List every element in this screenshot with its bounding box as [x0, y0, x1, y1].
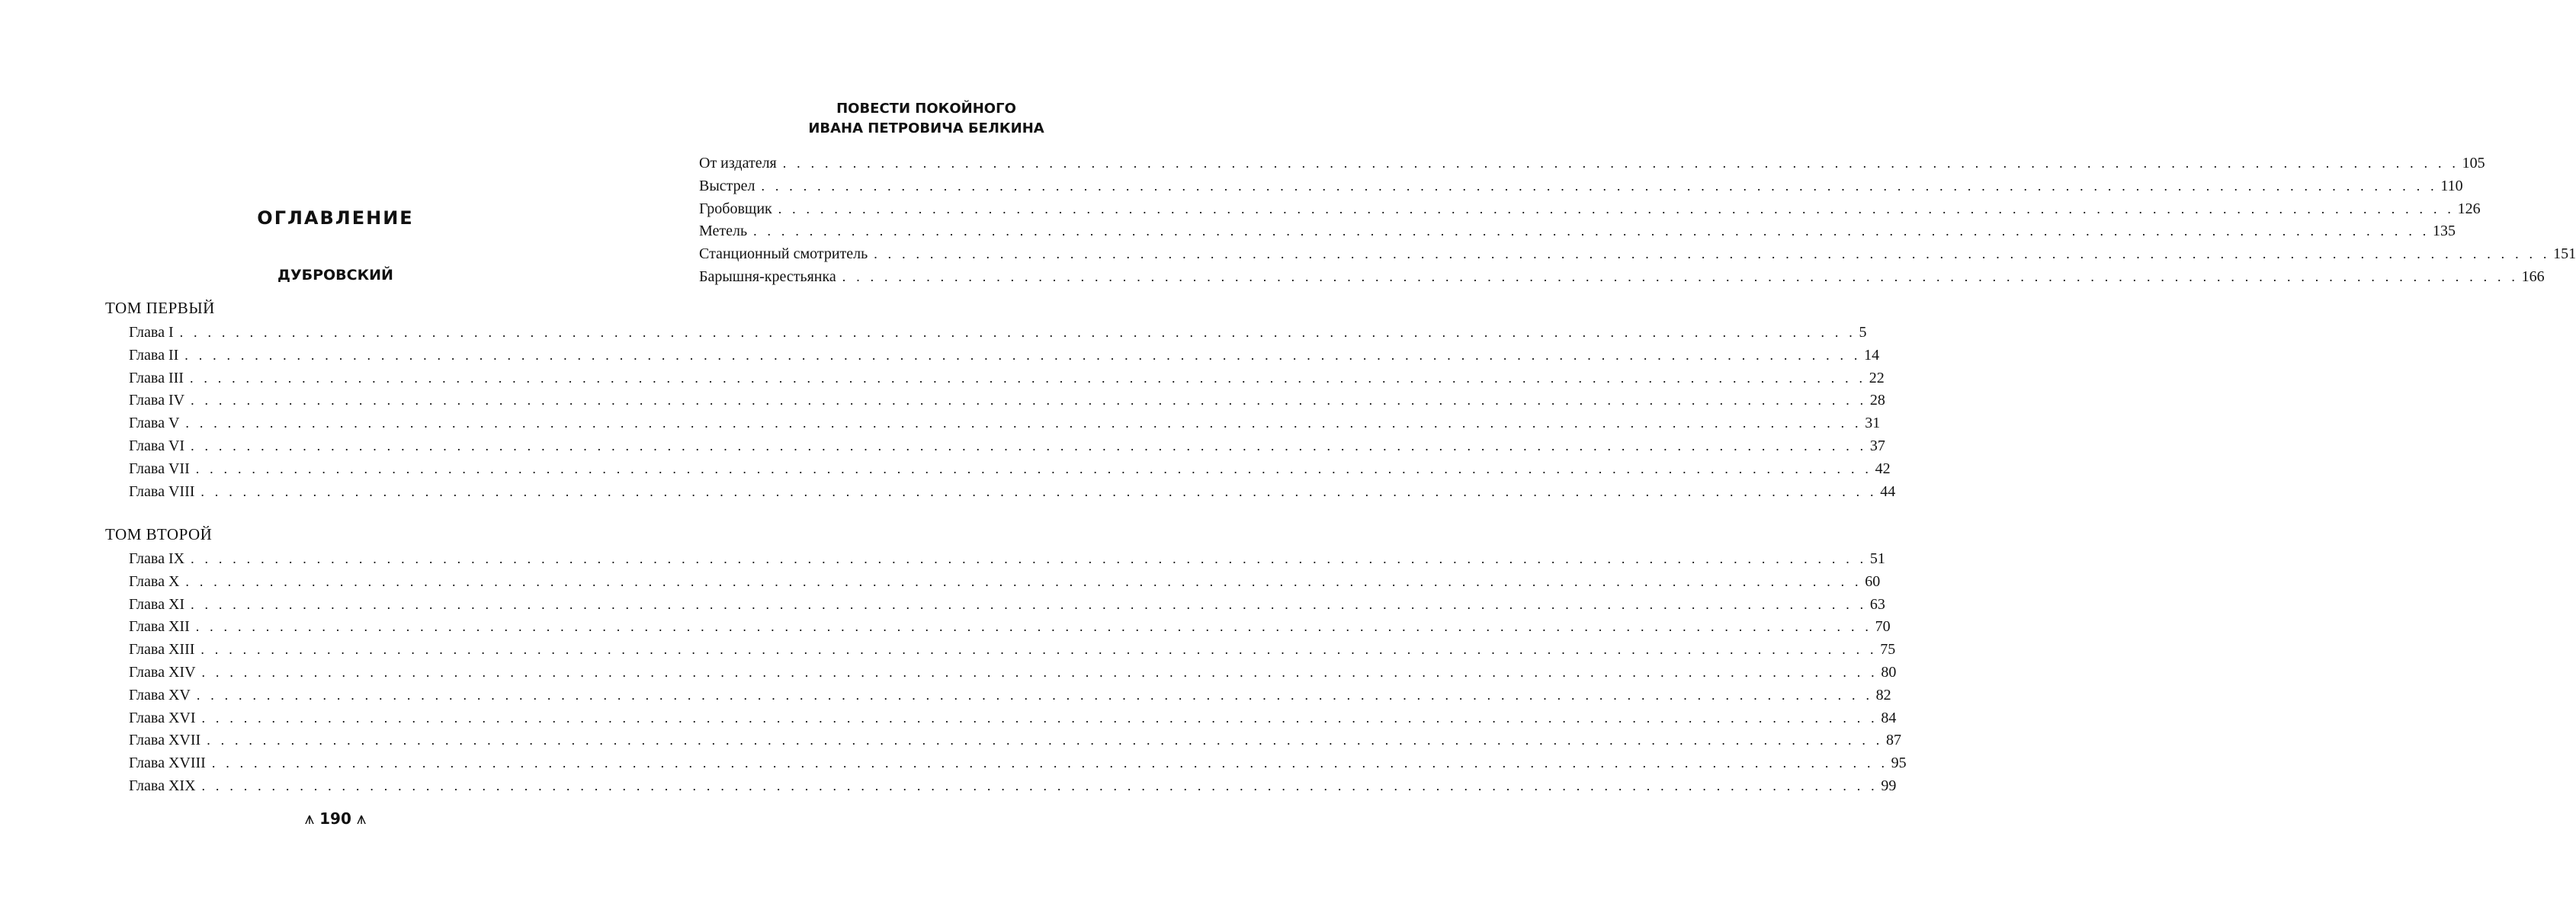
- toc-entry-label: Глава VI: [129, 437, 185, 454]
- toc-entry-page: 166: [2521, 268, 2545, 285]
- toc-entry-page: 28: [1869, 392, 1885, 409]
- toc-entry-page: 14: [1864, 346, 1880, 364]
- toc-entry-label: Глава VII: [129, 460, 190, 477]
- toc-entry[interactable]: [129, 616, 1891, 639]
- page-number-folio: [0, 809, 671, 828]
- toc-entry-label: Глава XVIII: [129, 755, 206, 772]
- toc-entry-page: 82: [1875, 686, 1891, 703]
- toc-entry-page: 151: [2553, 245, 2576, 263]
- toc-entry-page: 51: [1869, 550, 1885, 567]
- work-title-dubrovsky: ДУБРОВСКИЙ: [277, 267, 393, 284]
- toc-entry[interactable]: [129, 707, 1897, 730]
- toc-entry[interactable]: [129, 662, 1897, 684]
- toc-entry-page: 44: [1880, 482, 1896, 500]
- toc-entry-label: Глава IX: [129, 550, 185, 567]
- toc-dot-leader: . . . . . . . . . . . . . . . . . . . . . . . . . . . . . . . . . . . . . . . . . . . . . . . . . . . . . . . . . . . . . . . . . . . . . . . . . . . . . . . . . . . . . . . . . . . . . . . . . . . . . . . . . . . . . . . . . . . . . . . .: [200, 642, 1878, 658]
- toc-entry[interactable]: [129, 412, 1881, 435]
- toc-entry[interactable]: [129, 389, 1885, 412]
- toc-entry-page: 95: [1891, 755, 1907, 772]
- toc-dot-leader: . . . . . . . . . . . . . . . . . . . . . . . . . . . . . . . . . . . . . . . . . . . . . . . . . . . . . . . . . . . . . . . . . . . . . . . . . . . . . . . . . . . . . . . . . . . . . . . . . . . . . . . . . . . . . . . . . . . . . . . .: [211, 755, 1888, 771]
- toc-entry-label: Глава VIII: [129, 482, 195, 500]
- toc-dot-leader: . . . . . . . . . . . . . . . . . . . . . . . . . . . . . . . . . . . . . . . . . . . . . . . . . . . . . . . . . . . . . . . . . . . . . . . . . . . . . . . . . . . . . . . . . . . . . . . . . . . . . . . . . . . . . . . . . . . . . . . .: [191, 596, 1867, 612]
- toc-entry[interactable]: [129, 571, 1881, 594]
- toc-entry-page: 135: [2432, 223, 2456, 240]
- toc-entry[interactable]: [699, 152, 2485, 175]
- belkin-tales-title: [629, 99, 1224, 139]
- volume-one-toc: [129, 322, 1896, 503]
- toc-entry-page: 22: [1869, 369, 1885, 386]
- toc-entry[interactable]: [699, 198, 2481, 221]
- toc-dot-leader: . . . . . . . . . . . . . . . . . . . . . . . . . . . . . . . . . . . . . . . . . . . . . . . . . . . . . . . . . . . . . . . . . . . . . . . . . . . . . . . . . . . . . . . . . . . . . . . . . . . . . . . . . . . . . . . . . . . . . . . .: [184, 347, 1862, 363]
- toc-entry[interactable]: [699, 266, 2545, 289]
- toc-entry-label: Глава XV: [129, 686, 191, 703]
- toc-entry-page: 60: [1865, 572, 1881, 590]
- toc-entry[interactable]: [129, 594, 1885, 617]
- toc-dot-leader: . . . . . . . . . . . . . . . . . . . . . . . . . . . . . . . . . . . . . . . . . . . . . . . . . . . . . . . . . . . . . . . . . . . . . . . . . . . . . . . . . . . . . . . . . . . . . . . . . . . . . . . . . . . . . . . . . . . . . . . .: [201, 777, 1878, 793]
- toc-entry-page: 42: [1875, 460, 1891, 477]
- contents-heading: ОГЛАВЛЕНИЕ: [257, 207, 414, 229]
- toc-dot-leader: . . . . . . . . . . . . . . . . . . . . . . . . . . . . . . . . . . . . . . . . . . . . . . . . . . . . . . . . . . . . . . . . . . . . . . . . . . . . . . . . . . . . . . . . . . . . . . . . . . . . . . . . . . . . . . . . . . . . . . . .: [185, 415, 1862, 431]
- toc-entry-label: Гробовщик: [699, 200, 772, 217]
- belkin-title-line1: ПОВЕСТИ ПОКОЙНОГО: [836, 101, 1016, 117]
- toc-entry-page: 75: [1880, 641, 1896, 659]
- toc-entry-label: Глава IV: [129, 392, 185, 409]
- ornament-left-icon: ⩚: [304, 809, 315, 828]
- toc-entry-page: 126: [2457, 200, 2481, 217]
- toc-dot-leader: . . . . . . . . . . . . . . . . . . . . . . . . . . . . . . . . . . . . . . . . . . . . . . . . . . . . . . . . . . . . . . . . . . . . . . . . . . . . . . . . . . . . . . . . . . . . . . . . . . . . . . . . . . . . . . . . . . . . . . . .: [842, 268, 2519, 284]
- toc-entry-label: Глава I: [129, 324, 174, 341]
- toc-entry-page: 110: [2440, 177, 2463, 194]
- toc-dot-leader: . . . . . . . . . . . . . . . . . . . . . . . . . . . . . . . . . . . . . . . . . . . . . . . . . . . . . . . . . . . . . . . . . . . . . . . . . . . . . . . . . . . . . . . . . . . . . . . . . . . . . . . . . . . . . . . . . . . . . . . .: [782, 155, 2459, 171]
- toc-entry-label: Метель: [699, 223, 748, 240]
- belkin-title-line2: ИВАНА ПЕТРОВИЧА БЕЛКИНА: [808, 120, 1044, 136]
- toc-entry[interactable]: [129, 752, 1907, 775]
- page-number: 190: [319, 809, 351, 828]
- toc-dot-leader: . . . . . . . . . . . . . . . . . . . . . . . . . . . . . . . . . . . . . . . . . . . . . . . . . . . . . . . . . . . . . . . . . . . . . . . . . . . . . . . . . . . . . . . . . . . . . . . . . . . . . . . . . . . . . . . . . . . . . . . .: [191, 393, 1867, 409]
- toc-entry-page: 70: [1875, 618, 1891, 636]
- toc-dot-leader: . . . . . . . . . . . . . . . . . . . . . . . . . . . . . . . . . . . . . . . . . . . . . . . . . . . . . . . . . . . . . . . . . . . . . . . . . . . . . . . . . . . . . . . . . . . . . . . . . . . . . . . . . . . . . . . . . . . . . . . .: [195, 460, 1872, 476]
- toc-dot-leader: . . . . . . . . . . . . . . . . . . . . . . . . . . . . . . . . . . . . . . . . . . . . . . . . . . . . . . . . . . . . . . . . . . . . . . . . . . . . . . . . . . . . . . . . . . . . . . . . . . . . . . . . . . . . . . . . . . . . . . . .: [191, 437, 1867, 453]
- toc-entry[interactable]: [129, 345, 1880, 367]
- toc-entry-label: Глава XVII: [129, 732, 201, 749]
- toc-entry[interactable]: [699, 243, 2576, 266]
- ornament-right-icon: ⩚: [356, 809, 367, 828]
- toc-entry-page: 31: [1865, 415, 1881, 432]
- toc-dot-leader: . . . . . . . . . . . . . . . . . . . . . . . . . . . . . . . . . . . . . . . . . . . . . . . . . . . . . . . . . . . . . . . . . . . . . . . . . . . . . . . . . . . . . . . . . . . . . . . . . . . . . . . . . . . . . . . . . . . . . . . .: [201, 664, 1878, 680]
- toc-entry-label: Глава XI: [129, 595, 185, 613]
- toc-entry-label: Глава XIII: [129, 641, 195, 659]
- toc-entry-label: Глава V: [129, 415, 180, 432]
- toc-dot-leader: . . . . . . . . . . . . . . . . . . . . . . . . . . . . . . . . . . . . . . . . . . . . . . . . . . . . . . . . . . . . . . . . . . . . . . . . . . . . . . . . . . . . . . . . . . . . . . . . . . . . . . . . . . . . . . . . . . . . . . . .: [201, 710, 1878, 726]
- toc-entry[interactable]: [699, 175, 2463, 198]
- toc-entry-label: Глава XVI: [129, 709, 196, 726]
- toc-entry-label: Глава XIX: [129, 777, 196, 794]
- toc-entry-label: От издателя: [699, 155, 777, 171]
- toc-entry-page: 80: [1881, 663, 1897, 681]
- toc-entry[interactable]: [129, 481, 1896, 504]
- toc-entry-page: 87: [1886, 732, 1901, 749]
- toc-dot-leader: . . . . . . . . . . . . . . . . . . . . . . . . . . . . . . . . . . . . . . . . . . . . . . . . . . . . . . . . . . . . . . . . . . . . . . . . . . . . . . . . . . . . . . . . . . . . . . . . . . . . . . . . . . . . . . . . . . . . . . . .: [200, 483, 1878, 499]
- toc-dot-leader: . . . . . . . . . . . . . . . . . . . . . . . . . . . . . . . . . . . . . . . . . . . . . . . . . . . . . . . . . . . . . . . . . . . . . . . . . . . . . . . . . . . . . . . . . . . . . . . . . . . . . . . . . . . . . . . . . . . . . . . .: [778, 200, 2455, 216]
- toc-dot-leader: . . . . . . . . . . . . . . . . . . . . . . . . . . . . . . . . . . . . . . . . . . . . . . . . . . . . . . . . . . . . . . . . . . . . . . . . . . . . . . . . . . . . . . . . . . . . . . . . . . . . . . . . . . . . . . . . . . . . . . . .: [191, 551, 1867, 566]
- toc-dot-leader: . . . . . . . . . . . . . . . . . . . . . . . . . . . . . . . . . . . . . . . . . . . . . . . . . . . . . . . . . . . . . . . . . . . . . . . . . . . . . . . . . . . . . . . . . . . . . . . . . . . . . . . . . . . . . . . . . . . . . . . .: [874, 246, 2551, 262]
- toc-dot-leader: . . . . . . . . . . . . . . . . . . . . . . . . . . . . . . . . . . . . . . . . . . . . . . . . . . . . . . . . . . . . . . . . . . . . . . . . . . . . . . . . . . . . . . . . . . . . . . . . . . . . . . . . . . . . . . . . . . . . . . . .: [753, 223, 2430, 239]
- toc-dot-leader: . . . . . . . . . . . . . . . . . . . . . . . . . . . . . . . . . . . . . . . . . . . . . . . . . . . . . . . . . . . . . . . . . . . . . . . . . . . . . . . . . . . . . . . . . . . . . . . . . . . . . . . . . . . . . . . . . . . . . . . .: [179, 325, 1856, 340]
- toc-entry-label: Глава XII: [129, 618, 190, 636]
- toc-dot-leader: . . . . . . . . . . . . . . . . . . . . . . . . . . . . . . . . . . . . . . . . . . . . . . . . . . . . . . . . . . . . . . . . . . . . . . . . . . . . . . . . . . . . . . . . . . . . . . . . . . . . . . . . . . . . . . . . . . . . . . . .: [195, 619, 1872, 635]
- toc-entry-label: Глава II: [129, 346, 179, 364]
- toc-entry[interactable]: [699, 220, 2456, 243]
- toc-entry[interactable]: [129, 729, 1901, 752]
- toc-entry-page: 84: [1881, 709, 1897, 726]
- toc-entry-label: Барышня-крестьянка: [699, 268, 836, 285]
- toc-entry-label: Глава X: [129, 572, 180, 590]
- toc-entry[interactable]: [129, 639, 1896, 662]
- toc-entry[interactable]: [129, 458, 1891, 481]
- toc-entry[interactable]: [129, 548, 1885, 571]
- toc-entry[interactable]: [129, 435, 1885, 458]
- toc-entry[interactable]: [129, 775, 1897, 798]
- toc-entry-label: Выстрел: [699, 177, 755, 194]
- toc-entry[interactable]: [129, 684, 1891, 707]
- toc-entry[interactable]: [129, 367, 1885, 390]
- toc-entry-page: 105: [2462, 155, 2485, 171]
- toc-dot-leader: . . . . . . . . . . . . . . . . . . . . . . . . . . . . . . . . . . . . . . . . . . . . . . . . . . . . . . . . . . . . . . . . . . . . . . . . . . . . . . . . . . . . . . . . . . . . . . . . . . . . . . . . . . . . . . . . . . . . . . . .: [189, 370, 1866, 386]
- toc-entry-page: 37: [1869, 437, 1885, 454]
- toc-entry-label: Станционный смотритель: [699, 245, 868, 263]
- toc-entry-label: Глава XIV: [129, 663, 196, 681]
- volume-two-title: ТОМ ВТОРОЙ: [105, 525, 213, 543]
- toc-entry[interactable]: [129, 322, 1867, 345]
- toc-dot-leader: . . . . . . . . . . . . . . . . . . . . . . . . . . . . . . . . . . . . . . . . . . . . . . . . . . . . . . . . . . . . . . . . . . . . . . . . . . . . . . . . . . . . . . . . . . . . . . . . . . . . . . . . . . . . . . . . . . . . . . . .: [196, 687, 1873, 703]
- toc-entry-page: 5: [1859, 324, 1867, 341]
- belkin-tales-toc: [699, 152, 2576, 289]
- toc-entry-label: Глава III: [129, 369, 184, 386]
- volume-one-title: ТОМ ПЕРВЫЙ: [105, 299, 215, 317]
- toc-dot-leader: . . . . . . . . . . . . . . . . . . . . . . . . . . . . . . . . . . . . . . . . . . . . . . . . . . . . . . . . . . . . . . . . . . . . . . . . . . . . . . . . . . . . . . . . . . . . . . . . . . . . . . . . . . . . . . . . . . . . . . . .: [185, 573, 1862, 589]
- toc-dot-leader: . . . . . . . . . . . . . . . . . . . . . . . . . . . . . . . . . . . . . . . . . . . . . . . . . . . . . . . . . . . . . . . . . . . . . . . . . . . . . . . . . . . . . . . . . . . . . . . . . . . . . . . . . . . . . . . . . . . . . . . .: [761, 178, 2438, 194]
- toc-entry-page: 63: [1869, 595, 1885, 613]
- volume-two-toc: [129, 548, 1907, 798]
- toc-dot-leader: . . . . . . . . . . . . . . . . . . . . . . . . . . . . . . . . . . . . . . . . . . . . . . . . . . . . . . . . . . . . . . . . . . . . . . . . . . . . . . . . . . . . . . . . . . . . . . . . . . . . . . . . . . . . . . . . . . . . . . . .: [207, 732, 1883, 748]
- toc-entry-page: 99: [1881, 777, 1897, 794]
